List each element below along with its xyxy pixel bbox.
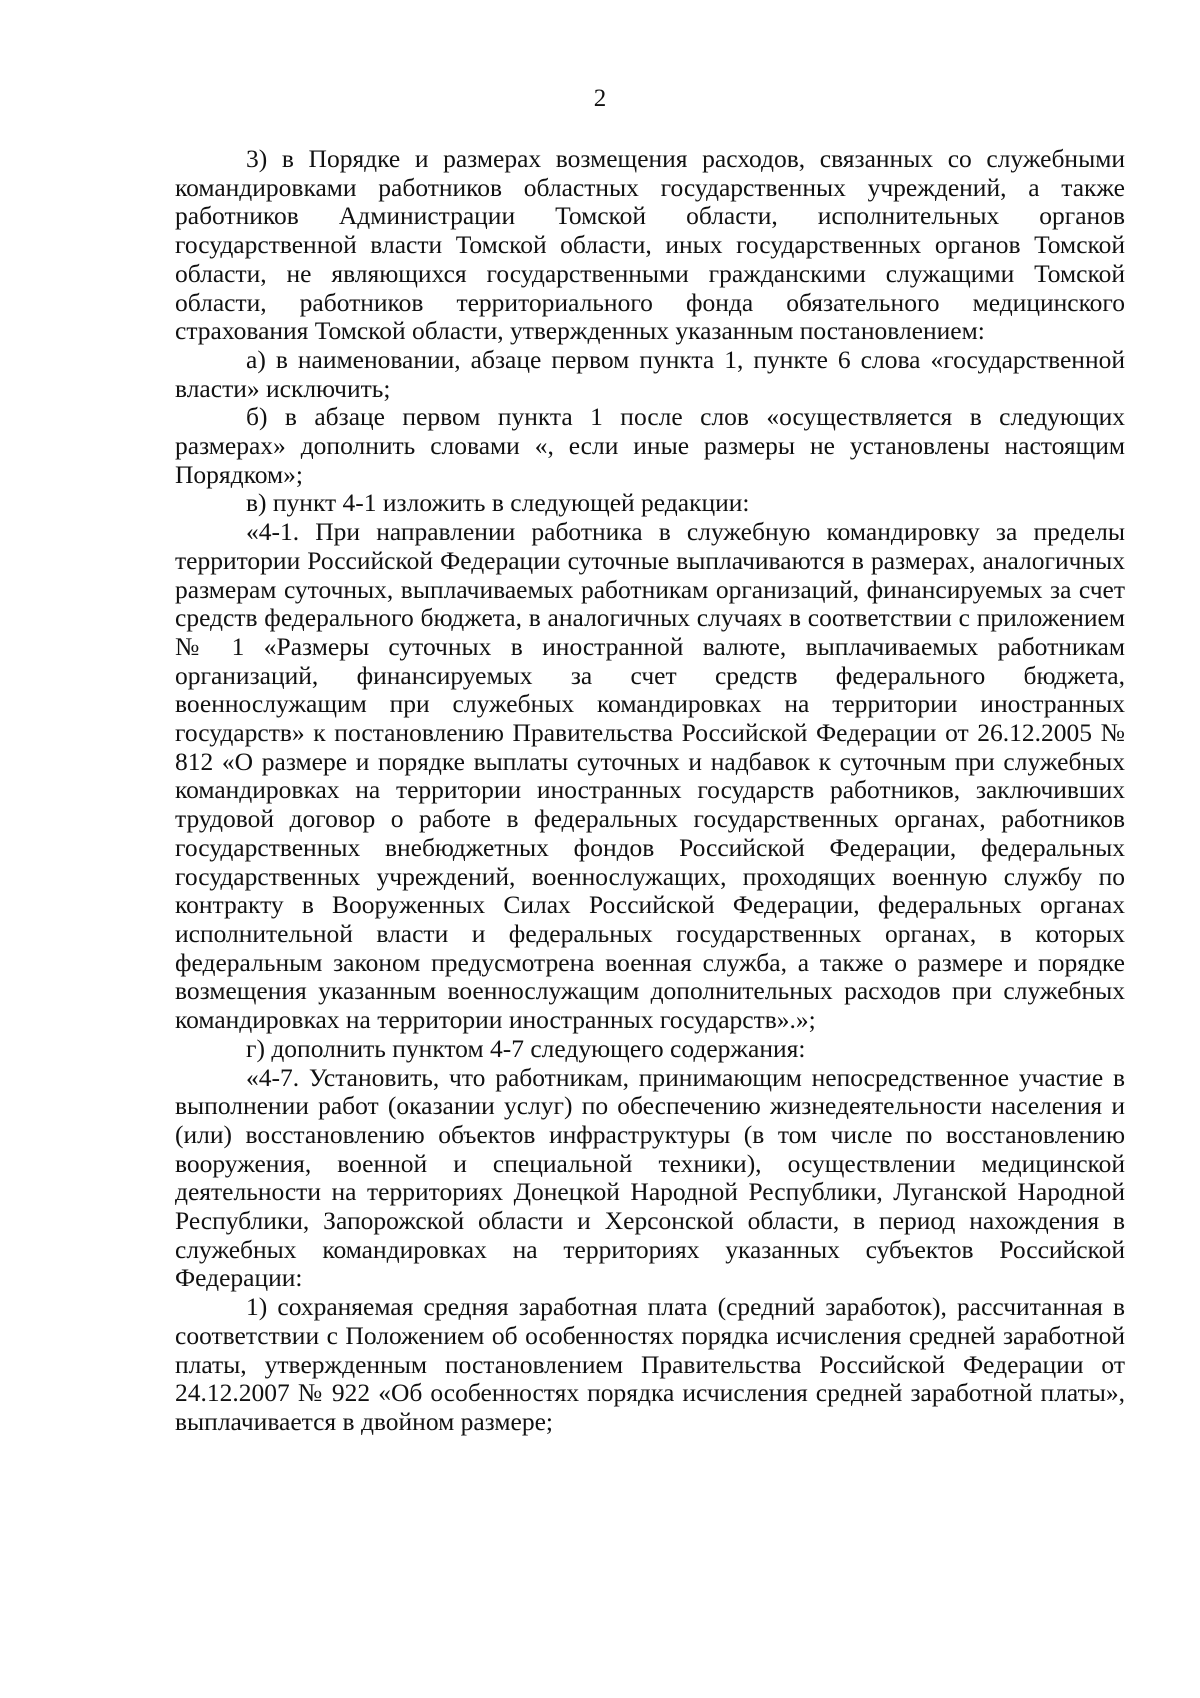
paragraph-item-3: 3) в Порядке и размерах возмещения расходов, связанных со служебными командировками работников областных государственных учреждений, а также работников Администрации Томской области, исполнительных органов государственной власти Томской области, иных государственных органов Томской области, не являющихся государственными гражданскими служащими Томской области, работников территориального фонда обязательного медицинского страхования Томской области, утвержденных указанным постановлением: bbox=[175, 144, 1125, 346]
paragraph-clause-4-7: «4-7. Установить, что работникам, принимающим непосредственное участие в выполнении работ (оказании услуг) по обеспечению жизнедеятельности населения и (или) восстановлению объектов инфраструктуры (в том числе по восстановлению вооружения, военной и специальной техники), осуществлении медицинской деятельности на территориях Донецкой Народной Республики, Луганской Народной Республики, Запорожской области и Херсонской области, в период нахождения в служебных командировках на территориях указанных субъектов Российской Федерации: bbox=[175, 1062, 1125, 1293]
document-body bbox=[175, 145, 1125, 1437]
paragraph-subitem-v: в) пункт 4-1 изложить в следующей редакции: bbox=[246, 488, 750, 518]
paragraph-clause-4-1: «4-1. При направлении работника в служебную командировку за пределы территории Российской Федерации суточные выплачиваются в размерах, аналогичных размерам суточных, выплачиваемых работникам организаций, финансируемых за счет средств федерального бюджета, в аналогичных случаях в соответствии с приложением № 1 «Размеры суточных в иностранной валюте, выплачиваемых работникам организаций, финансируемых за счет средств федерального бюджета, военнослужащим при служебных командировках на территории иностранных государств» к постановлению Правительства Российской Федерации от 26.12.2005 № 812 «О размере и порядке выплаты суточных и надбавок к суточным при служебных командировках на территории иностранных государств работников, заключивших трудовой договор о работе в федеральных государственных органах, работников государственных внебюджетных фондов Российской Федерации, федеральных государственных учреждений, военнослужащих, проходящих военную службу по контракту в Вооруженных Силах Российской Федерации, федеральных органах исполнительной власти и федеральных государственных органах, в которых федеральным законом предусмотрена военная служба, а также о размере и порядке возмещения указанным военнослужащим дополнительных расходов при служебных командировках на территории иностранных государств».»; bbox=[175, 517, 1125, 1035]
paragraph-subitem-g: г) дополнить пунктом 4-7 следующего содержания: bbox=[246, 1033, 806, 1063]
paragraph-subitem-a: а) в наименовании, абзаце первом пункта 1, пункте 6 слова «государственной власти» исключить; bbox=[175, 344, 1125, 403]
page-number: 2 bbox=[593, 85, 607, 112]
paragraph-subitem-b: б) в абзаце первом пункта 1 после слов «осуществляется в следующих размерах» дополнить словами «, если иные размеры не установлены настоящим Порядком»; bbox=[175, 402, 1125, 489]
paragraph-clause-4-7-item-1: 1) сохраняемая средняя заработная плата (средний заработок), рассчитанная в соответствии с Положением об особенностях порядка исчисления средней заработной платы, утвержденным постановлением Правительства Российской Федерации от 24.12.2007 № 922 «Об особенностях порядка исчисления средней заработной платы», выплачивается в двойном размере; bbox=[175, 1292, 1125, 1436]
